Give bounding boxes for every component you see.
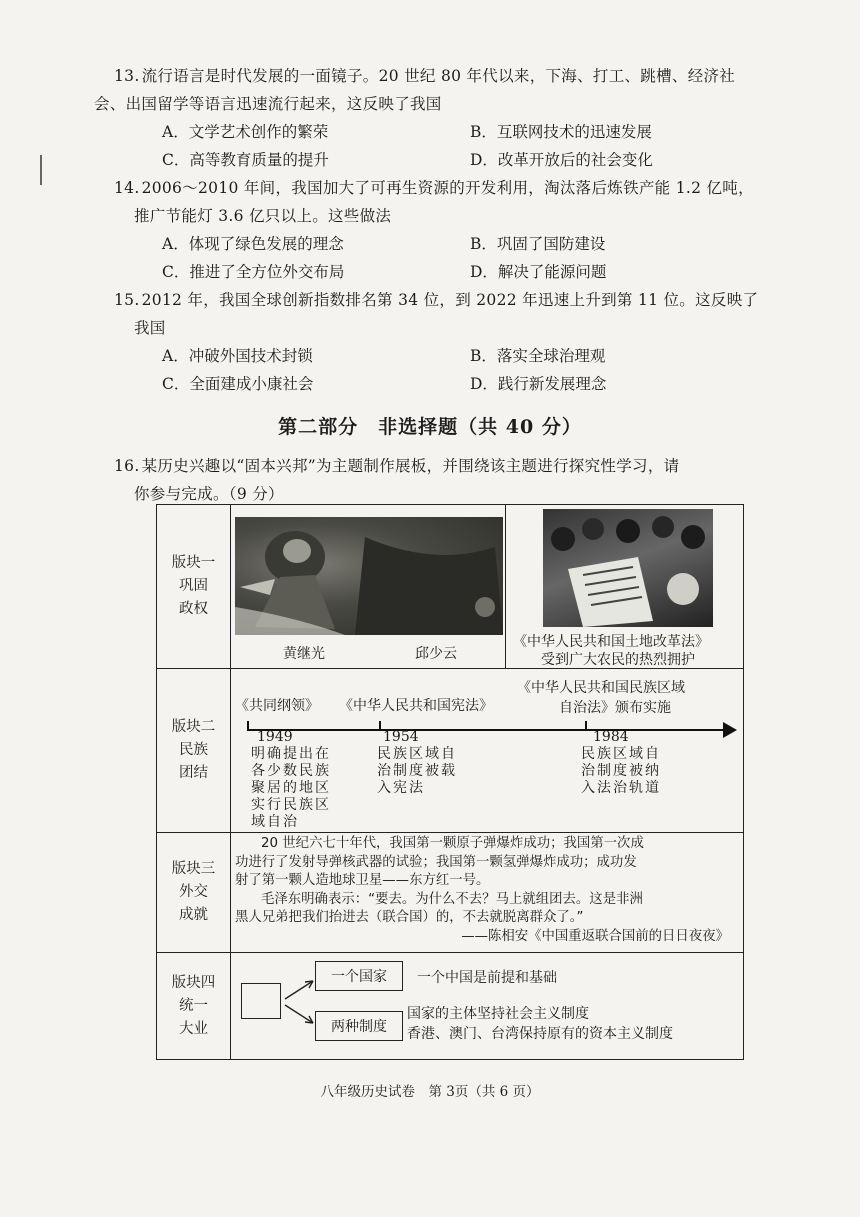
question-14 bbox=[114, 174, 794, 230]
block-label-line: 大业 bbox=[179, 1020, 208, 1037]
diplomacy-text bbox=[231, 833, 743, 952]
passage-line: 毛泽东明确表示：“要去。为什么不去？马上就组团去。这是非洲 bbox=[261, 891, 643, 907]
option-c[interactable]: C．全面建成小康社会 bbox=[162, 375, 314, 393]
timeline-document: 《共同纲领》 bbox=[235, 698, 319, 714]
block-label-line: 版块三 bbox=[171, 861, 216, 877]
block-1 bbox=[157, 505, 743, 669]
option-d[interactable]: D．解决了能源问题 bbox=[470, 263, 607, 281]
photo-caption: 邱少云 bbox=[415, 646, 457, 662]
question-stem: 2012 年，我国全球创新指数排名第 34 位，到 2022 年迅速上升到第 11 位。这反映了 bbox=[141, 291, 759, 309]
timeline-year: 1949 bbox=[257, 729, 293, 745]
timeline-document: 《中华人民共和国宪法》 bbox=[339, 698, 493, 714]
block-label-line: 成就 bbox=[179, 907, 208, 923]
timeline-axis bbox=[247, 729, 731, 731]
hero-photo-cell bbox=[231, 505, 506, 668]
passage-line: 功进行了发射导弹核武器的试验；我国第一颗氢弹爆炸成功；成功发 bbox=[235, 854, 637, 870]
question-stem: 推广节能灯 3.6 亿只以上。这些做法 bbox=[134, 207, 392, 225]
block-label-line: 民族 bbox=[179, 742, 208, 758]
block-label-line: 团结 bbox=[179, 765, 208, 781]
passage-source: ——陈相安《中国重返联合国前的日日夜夜》 bbox=[461, 928, 729, 944]
one-country-note: 一个中国是前提和基础 bbox=[417, 970, 557, 986]
question-stem: 2006～2010 年间，我国加大了可再生资源的开发利用，淘汰落后炼铁产能 1.2 亿吨， bbox=[141, 179, 754, 197]
option-d[interactable]: D．改革开放后的社会变化 bbox=[470, 151, 653, 169]
passage-line: 黑人兄弟把我们抬进去（联合国）的，不去就脱离群众了。” bbox=[235, 910, 584, 925]
description-line: 治制度被载 bbox=[377, 763, 457, 779]
option-a[interactable]: A．体现了绿色发展的理念 bbox=[162, 235, 344, 253]
question-stem: 会、出国留学等语言迅速流行起来，这反映了我国 bbox=[94, 95, 442, 113]
exhibit-board bbox=[156, 504, 744, 1060]
timeline-description bbox=[377, 746, 457, 797]
heroes-photo bbox=[235, 517, 503, 635]
description-line: 入法治轨道 bbox=[581, 780, 661, 796]
timeline-year: 1984 bbox=[593, 729, 629, 745]
section-title: 第二部分 非选择题（共 40 分） bbox=[278, 416, 582, 438]
photo-caption: 《中华人民共和国土地改革法》 bbox=[513, 634, 709, 650]
description-line: 各少数民族 bbox=[251, 763, 331, 779]
timeline-description bbox=[581, 746, 661, 797]
option-b[interactable]: B．互联网技术的迅速发展 bbox=[470, 123, 652, 141]
description-line: 明确提出在 bbox=[251, 746, 331, 762]
description-line: 民族区域自 bbox=[377, 746, 457, 762]
option-c[interactable]: C．推进了全方位外交布局 bbox=[162, 263, 345, 281]
unification-cell bbox=[231, 953, 743, 1059]
block-label-line: 巩固 bbox=[179, 578, 208, 594]
question-number: 13. bbox=[114, 67, 140, 85]
description-line: 聚居的地区 bbox=[251, 780, 331, 796]
block-label bbox=[157, 953, 231, 1059]
description-line: 域自治 bbox=[251, 814, 299, 830]
block-label bbox=[157, 833, 231, 952]
question-stem: 流行语言是时代发展的一面镜子。20 世纪 80 年代以来，下海、打工、跳槽、经济社 bbox=[141, 67, 736, 85]
block-label-line: 政权 bbox=[179, 601, 208, 617]
option-b[interactable]: B．落实全球治理观 bbox=[470, 347, 606, 365]
timeline-cell bbox=[231, 669, 743, 832]
block-label-line: 统一 bbox=[179, 997, 208, 1014]
block-label-line: 版块二 bbox=[171, 719, 216, 735]
option-a[interactable]: A．文学艺术创作的繁荣 bbox=[162, 123, 329, 141]
soldier-image bbox=[235, 517, 503, 635]
passage-line: 射了第一颗人造地球卫星——东方红一号。 bbox=[235, 873, 490, 888]
block-label bbox=[157, 669, 231, 832]
answer-blank-box[interactable] bbox=[241, 983, 281, 1019]
option-b[interactable]: B．巩固了国防建设 bbox=[470, 235, 606, 253]
block-2 bbox=[157, 669, 743, 833]
one-country-box: 一个国家 bbox=[315, 961, 403, 991]
question-number: 14. bbox=[114, 179, 140, 197]
question-15 bbox=[114, 286, 794, 342]
option-c[interactable]: C．高等教育质量的提升 bbox=[162, 151, 329, 169]
block-label-line: 版块四 bbox=[171, 974, 216, 991]
block-label bbox=[157, 505, 231, 668]
page-footer: 八年级历史试卷 第 3页（共 6 页） bbox=[320, 1084, 540, 1100]
timeline-document: 《中华人民共和国民族区域 bbox=[517, 680, 685, 696]
option-a[interactable]: A．冲破外国技术封锁 bbox=[162, 347, 313, 365]
timeline-document: 自治法》颁布实施 bbox=[559, 700, 671, 716]
arrow-right-icon bbox=[723, 722, 737, 738]
timeline-tick bbox=[379, 721, 381, 730]
description-line: 入宪法 bbox=[377, 780, 425, 796]
option-d[interactable]: D．践行新发展理念 bbox=[470, 375, 607, 393]
description-line: 实行民族区 bbox=[251, 797, 331, 813]
description-line: 民族区域自 bbox=[581, 746, 661, 762]
question-stem: 你参与完成。（9 分） bbox=[134, 485, 284, 503]
question-number: 15. bbox=[114, 291, 140, 309]
timeline-tick bbox=[247, 721, 249, 730]
branch-arrows-icon bbox=[283, 977, 317, 1029]
land-reform-cell bbox=[505, 505, 743, 668]
passage-line: 20 世纪六七十年代，我国第一颗原子弹爆炸成功；我国第一次成 bbox=[261, 836, 644, 851]
timeline-tick bbox=[585, 721, 587, 730]
photo-caption: 黄继光 bbox=[283, 646, 325, 662]
two-systems-note: 国家的主体坚持社会主义制度 bbox=[407, 1006, 589, 1022]
question-16 bbox=[114, 452, 794, 508]
timeline-description bbox=[251, 746, 331, 831]
photo-caption: 受到广大农民的热烈拥护 bbox=[541, 652, 695, 668]
block-label-line: 版块一 bbox=[171, 555, 216, 571]
land-reform-photo bbox=[543, 509, 713, 627]
block-3 bbox=[157, 833, 743, 953]
block-label-line: 外交 bbox=[179, 884, 208, 900]
crowd-image bbox=[543, 509, 713, 627]
margin-mark bbox=[40, 155, 42, 185]
block-4 bbox=[157, 953, 743, 1059]
question-stem: 某历史兴趣以“固本兴邦”为主题制作展板，并围绕该主题进行探究性学习，请 bbox=[141, 457, 680, 475]
question-number: 16. bbox=[114, 457, 140, 475]
two-systems-note: 香港、澳门、台湾保持原有的资本主义制度 bbox=[407, 1026, 673, 1042]
description-line: 治制度被纳 bbox=[581, 763, 661, 779]
question-13 bbox=[94, 62, 794, 118]
two-systems-box: 两种制度 bbox=[315, 1011, 403, 1041]
question-stem: 我国 bbox=[134, 319, 166, 337]
timeline-year: 1954 bbox=[383, 729, 419, 745]
